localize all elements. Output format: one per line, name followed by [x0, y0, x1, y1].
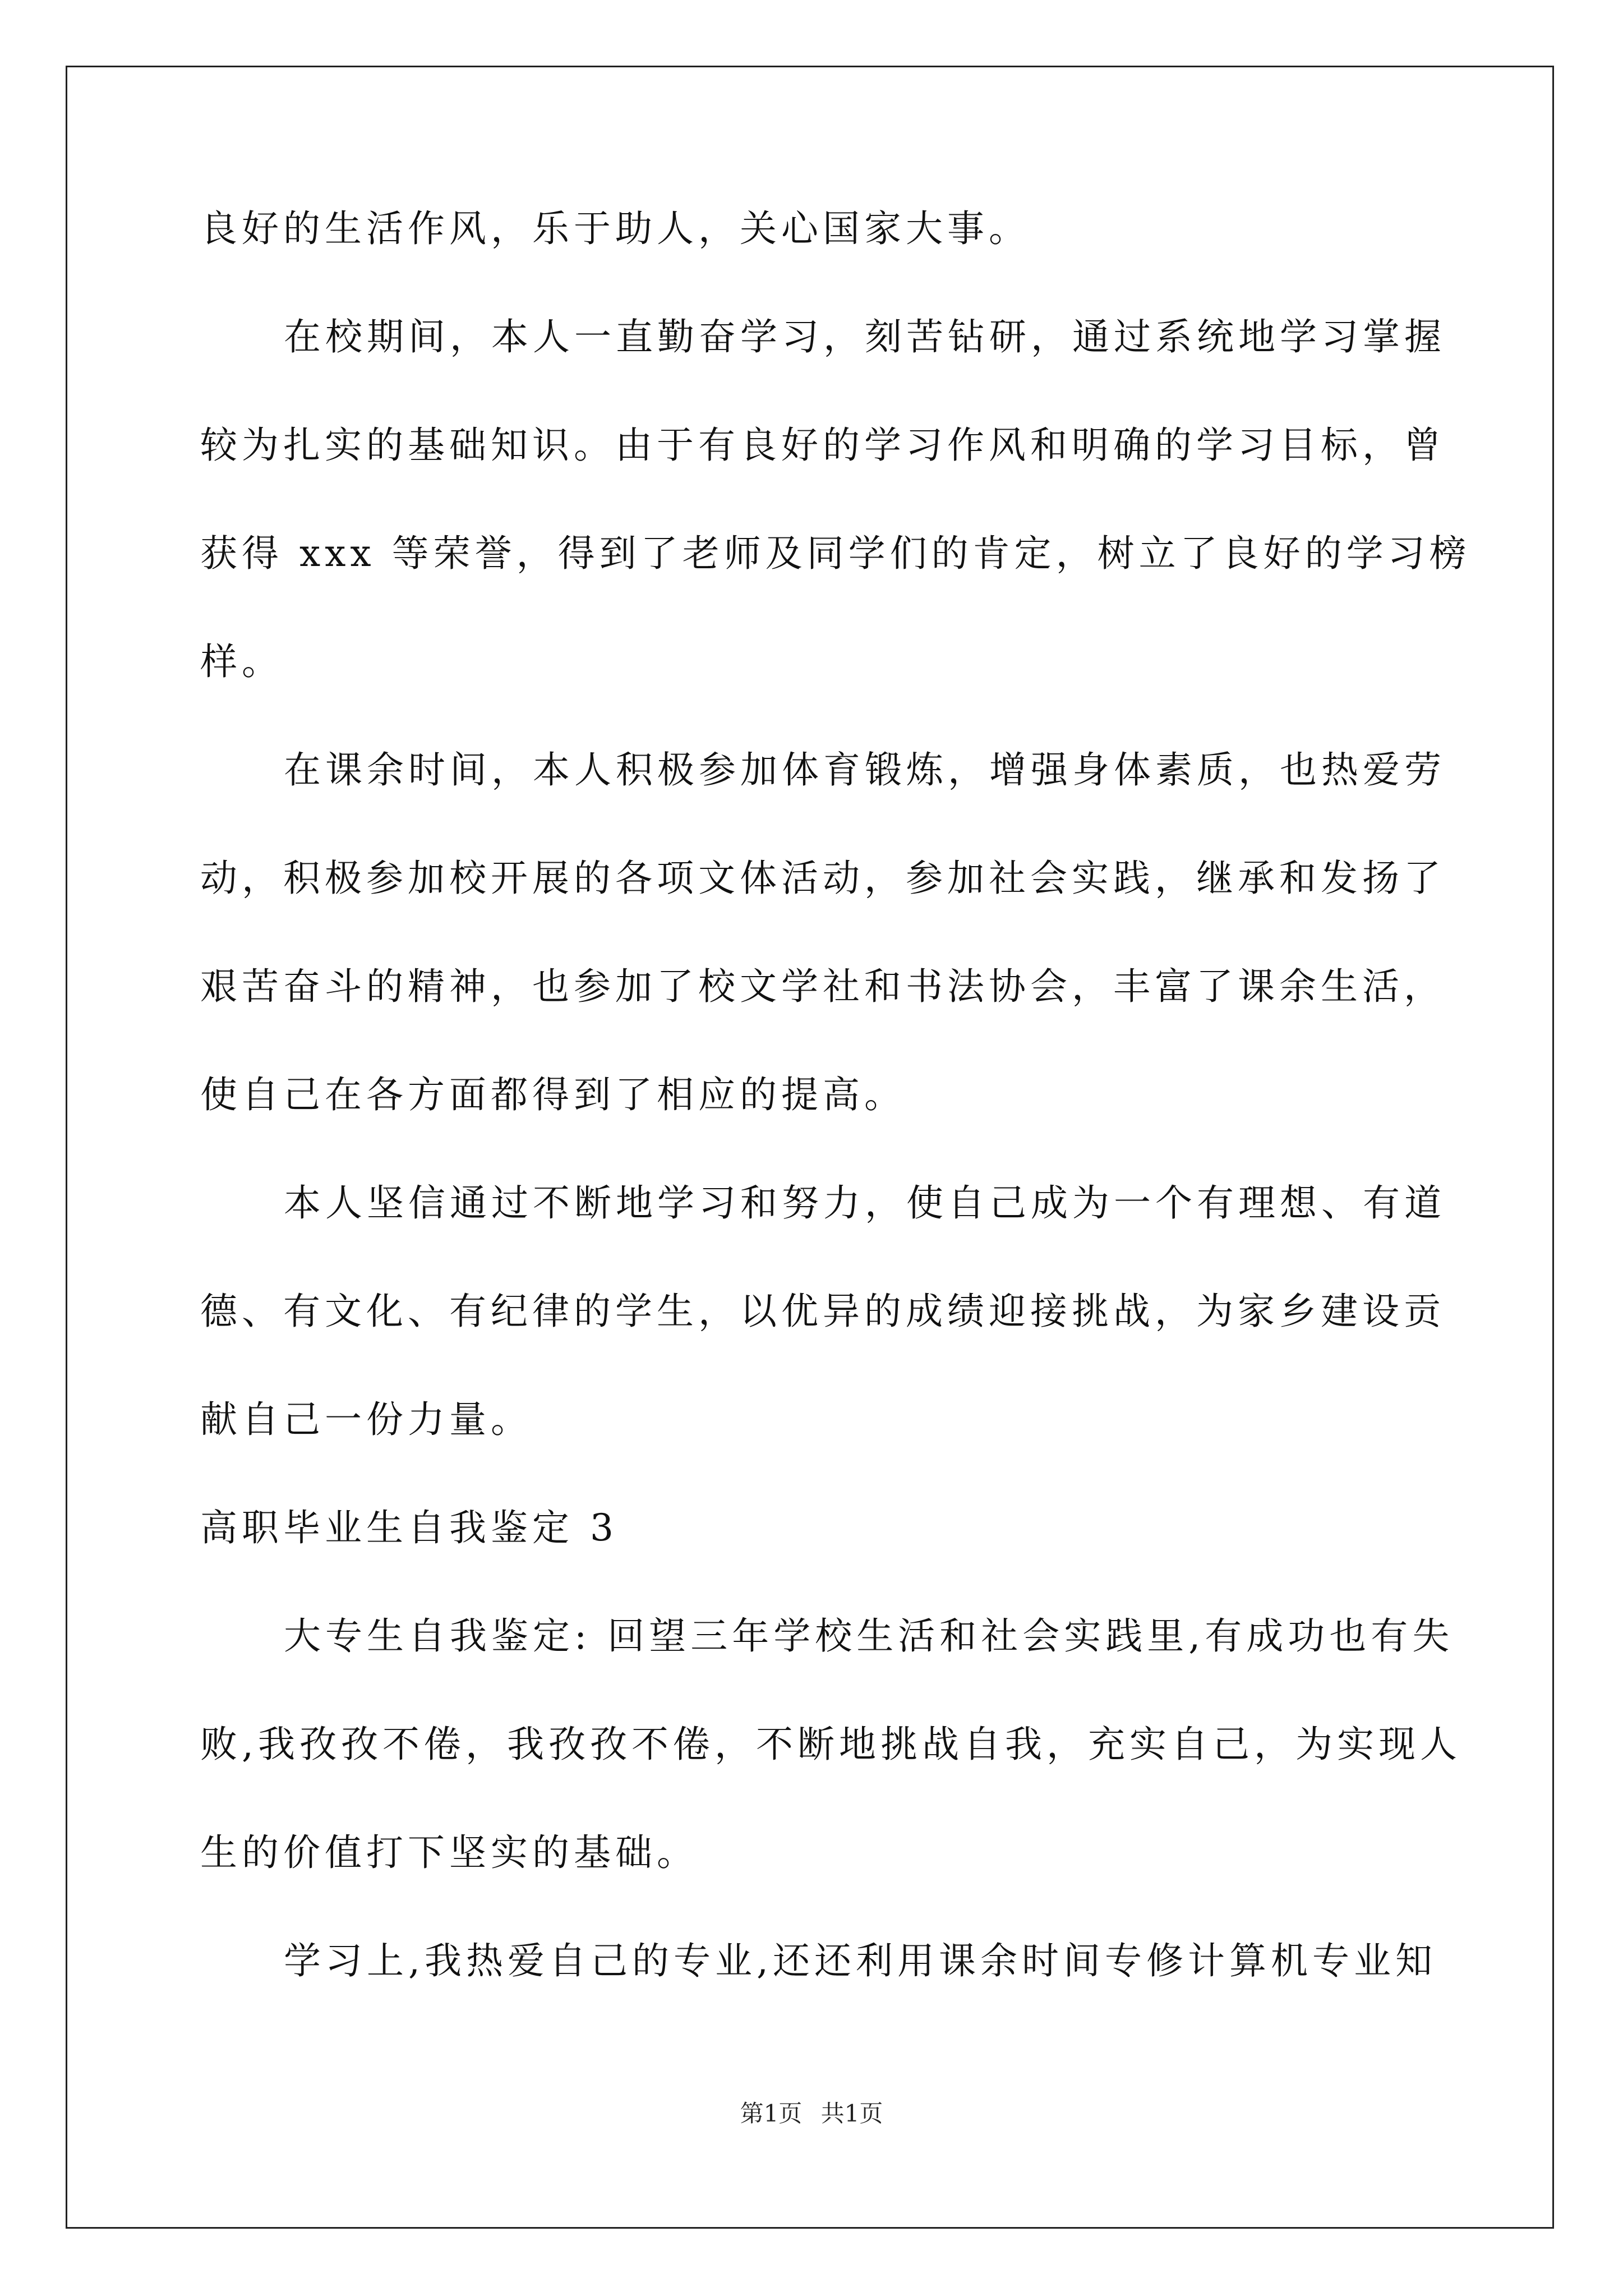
paragraph-line: 学习上,我热爱自己的专业,还还利用课余时间专修计算机专业知	[284, 1939, 1437, 1982]
paragraph-line: 较为扎实的基础知识。由于有良好的学习作风和明确的学习目标，曾	[200, 424, 1445, 467]
page-number-total: 共1页	[820, 2100, 883, 2127]
line-gap	[200, 905, 1434, 960]
line-gap	[200, 1663, 1434, 1718]
line-gap	[200, 1338, 1434, 1393]
paragraph-gap	[200, 1555, 1434, 1609]
paragraph-gap	[200, 689, 1434, 743]
paragraph-gap	[200, 256, 1434, 310]
paragraph-line: 在课余时间，本人积极参加体育锻炼，增强身体素质，也热爱劳	[284, 748, 1446, 792]
line-gap	[200, 1772, 1434, 1826]
line-gap	[200, 581, 1434, 635]
paragraph-line: 大专生自我鉴定: 回望三年学校生活和社会实践里,有成功也有失	[284, 1614, 1454, 1658]
document-body	[200, 202, 1471, 1988]
paragraph-line: 献自己一份力量。	[200, 1398, 532, 1441]
paragraph-line: 德、有文化、有纪律的学生，以优异的成绩迎接挑战，为家乡建设贡	[200, 1290, 1445, 1333]
paragraph-line: 本人坚信通过不断地学习和努力，使自己成为一个有理想、有道	[284, 1181, 1446, 1225]
page-footer	[0, 2097, 1623, 2131]
section-heading: 高职毕业生自我鉴定 3	[200, 1506, 618, 1549]
line-gap	[200, 1230, 1434, 1285]
paragraph-gap	[200, 1880, 1434, 1934]
paragraph-gap	[200, 1122, 1434, 1176]
line-gap	[200, 472, 1434, 527]
page-number-current: 第1页	[740, 2100, 803, 2127]
line-gap	[200, 364, 1434, 418]
paragraph-line: 败,我孜孜不倦，我孜孜不倦，不断地挑战自我，充实自己，为实现人	[200, 1723, 1461, 1766]
paragraph-line: 使自己在各方面都得到了相应的提高。	[200, 1073, 906, 1116]
paragraph-line: 样。	[200, 640, 283, 683]
paragraph-gap	[200, 1447, 1434, 1501]
line-gap	[200, 797, 1434, 852]
paragraph-line: 生的价值打下坚实的基础。	[200, 1831, 698, 1874]
paragraph-line: 良好的生活作风，乐于助人，关心国家大事。	[200, 207, 1030, 250]
line-gap	[200, 1014, 1434, 1068]
paragraph-line: 获得 xxx 等荣誉，得到了老师及同学们的肯定，树立了良好的学习榜	[200, 532, 1471, 575]
paragraph-line: 艰苦奋斗的精神，也参加了校文学社和书法协会，丰富了课余生活，	[200, 965, 1445, 1008]
paragraph-line: 在校期间，本人一直勤奋学习，刻苦钻研，通过系统地学习掌握	[284, 315, 1446, 358]
paragraph-line: 动，积极参加校开展的各项文体活动，参加社会实践，继承和发扬了	[200, 857, 1445, 900]
